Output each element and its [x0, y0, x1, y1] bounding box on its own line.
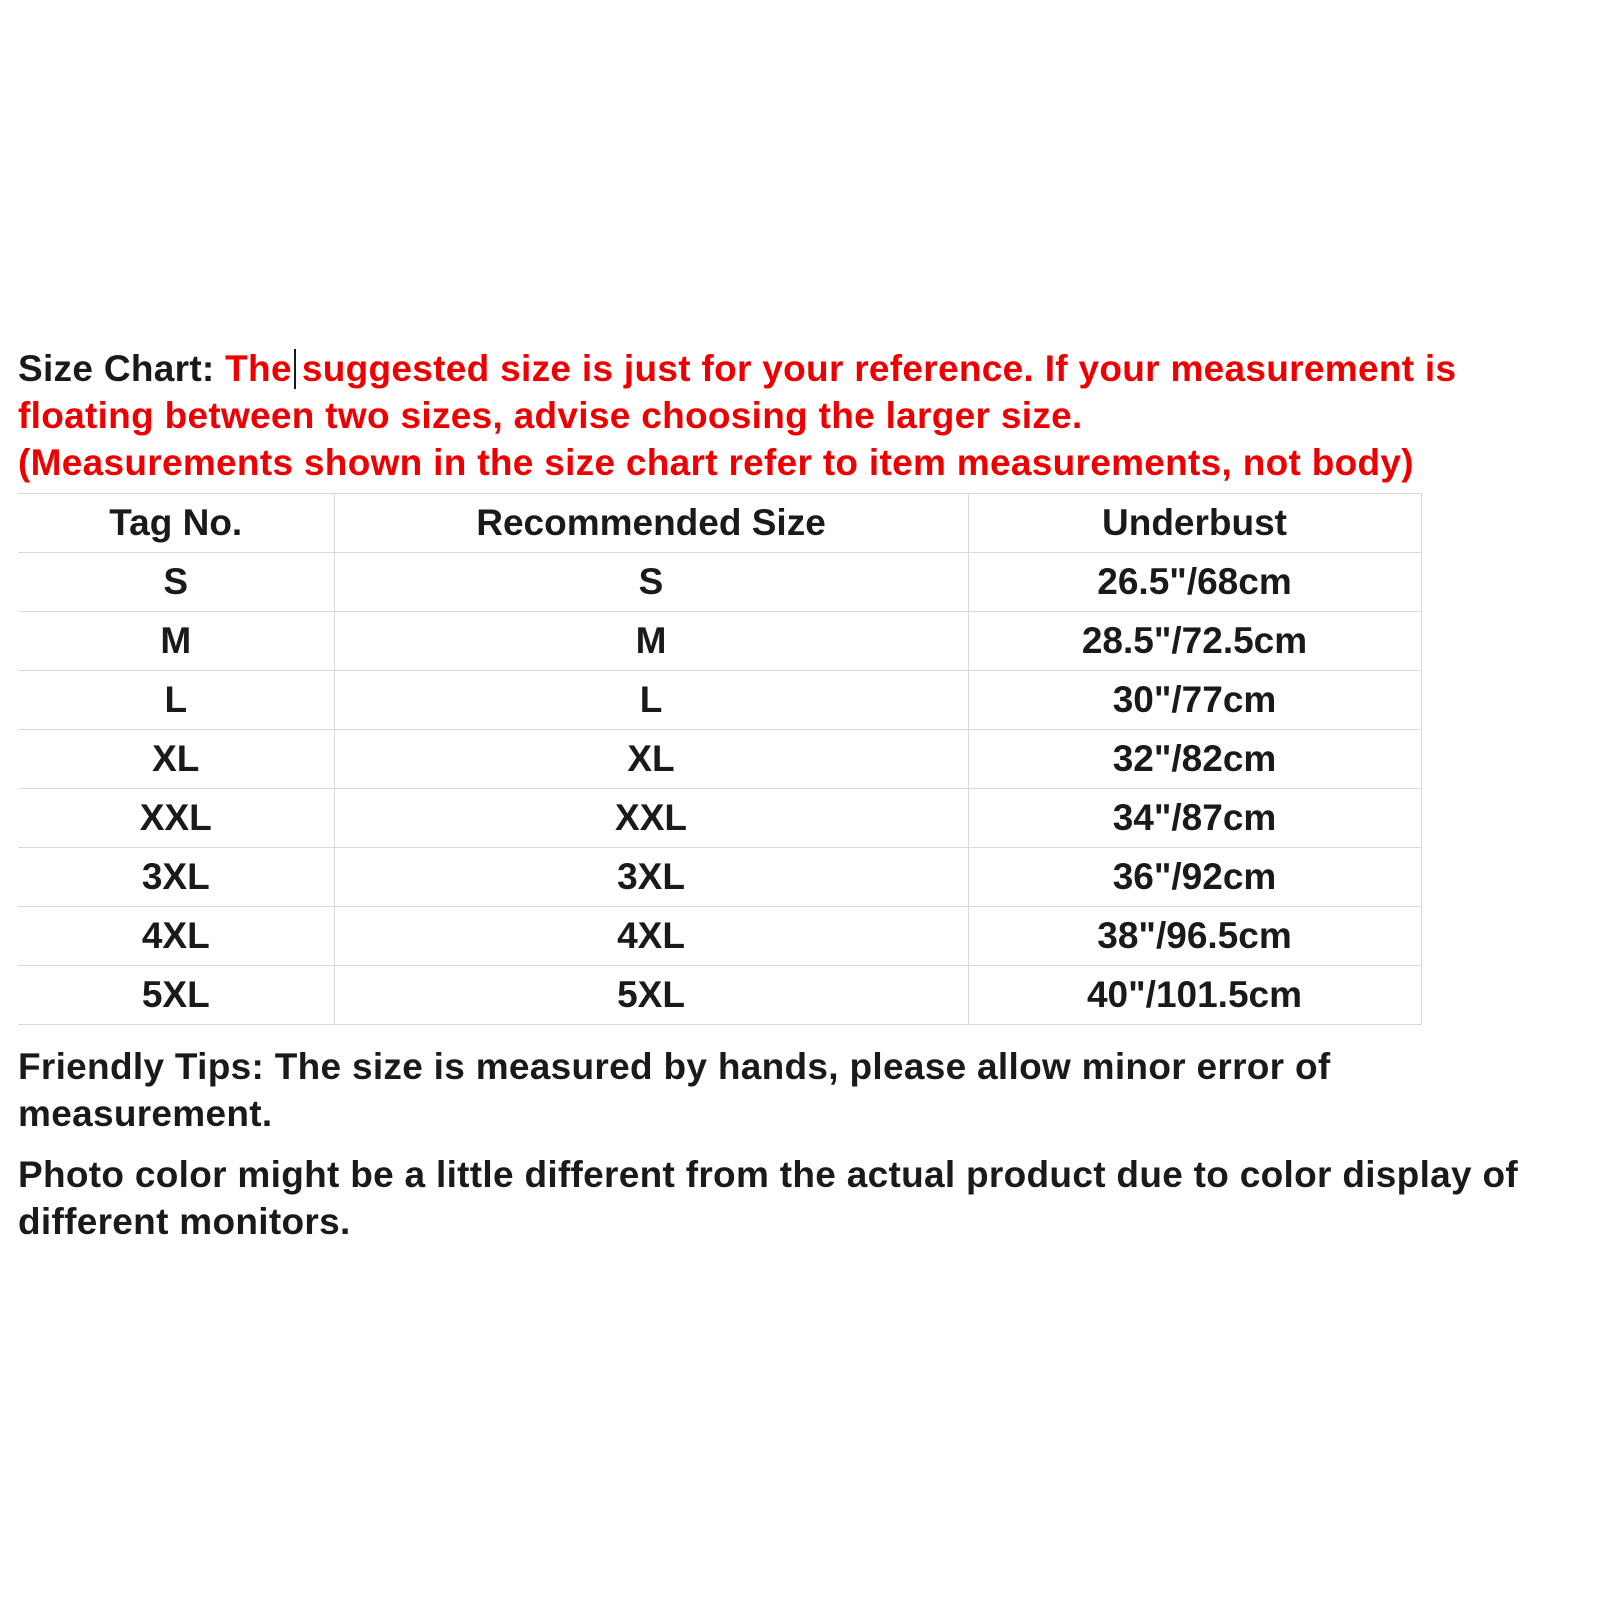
tag-no-cell: L	[18, 671, 334, 730]
tip-measurement: Friendly Tips: The size is measured by hands, please allow minor error of measurement.	[18, 1046, 1331, 1134]
table-row	[18, 730, 1421, 789]
tag-no-cell: M	[18, 612, 334, 671]
tag-no-cell: XL	[18, 730, 334, 789]
column-header-recommended-size: Recommended Size	[334, 494, 968, 553]
tag-no-cell: 3XL	[18, 848, 334, 907]
size-chart-label: Size Chart:	[18, 348, 215, 389]
underbust-cell: 30"/77cm	[968, 671, 1421, 730]
column-header-underbust: Underbust	[968, 494, 1421, 553]
friendly-tips	[18, 1043, 1593, 1259]
table-row	[18, 553, 1421, 612]
size-note-first-word: The	[225, 348, 292, 389]
tag-no-cell: 4XL	[18, 907, 334, 966]
size-chart-header	[18, 345, 1588, 486]
underbust-cell: 34"/87cm	[968, 789, 1421, 848]
size-note-text: suggested size is just for your reference. If your measurement is floating between two sizes, advise choosing the larger size.	[18, 348, 1457, 436]
underbust-cell: 40"/101.5cm	[968, 966, 1421, 1025]
recommended-size-cell: XL	[334, 730, 968, 789]
underbust-cell: 26.5"/68cm	[968, 553, 1421, 612]
table-row	[18, 789, 1421, 848]
table-row	[18, 966, 1421, 1025]
size-table	[18, 493, 1422, 1025]
column-header-tag-no: Tag No.	[18, 494, 334, 553]
recommended-size-cell: 5XL	[334, 966, 968, 1025]
table-row	[18, 612, 1421, 671]
text-cursor	[294, 349, 296, 389]
table-row	[18, 907, 1421, 966]
tag-no-cell: XXL	[18, 789, 334, 848]
table-row	[18, 848, 1421, 907]
tag-no-cell: S	[18, 553, 334, 612]
underbust-cell: 28.5"/72.5cm	[968, 612, 1421, 671]
recommended-size-cell: 3XL	[334, 848, 968, 907]
table-row	[18, 671, 1421, 730]
recommended-size-cell: XXL	[334, 789, 968, 848]
recommended-size-cell: M	[334, 612, 968, 671]
underbust-cell: 32"/82cm	[968, 730, 1421, 789]
underbust-cell: 38"/96.5cm	[968, 907, 1421, 966]
tip-color: Photo color might be a little different from the actual product due to color display of different monitors.	[18, 1154, 1519, 1242]
underbust-cell: 36"/92cm	[968, 848, 1421, 907]
table-header-row	[18, 494, 1421, 553]
recommended-size-cell: 4XL	[334, 907, 968, 966]
recommended-size-cell: L	[334, 671, 968, 730]
measurement-note: (Measurements shown in the size chart refer to item measurements, not body)	[18, 442, 1414, 483]
recommended-size-cell: S	[334, 553, 968, 612]
tag-no-cell: 5XL	[18, 966, 334, 1025]
